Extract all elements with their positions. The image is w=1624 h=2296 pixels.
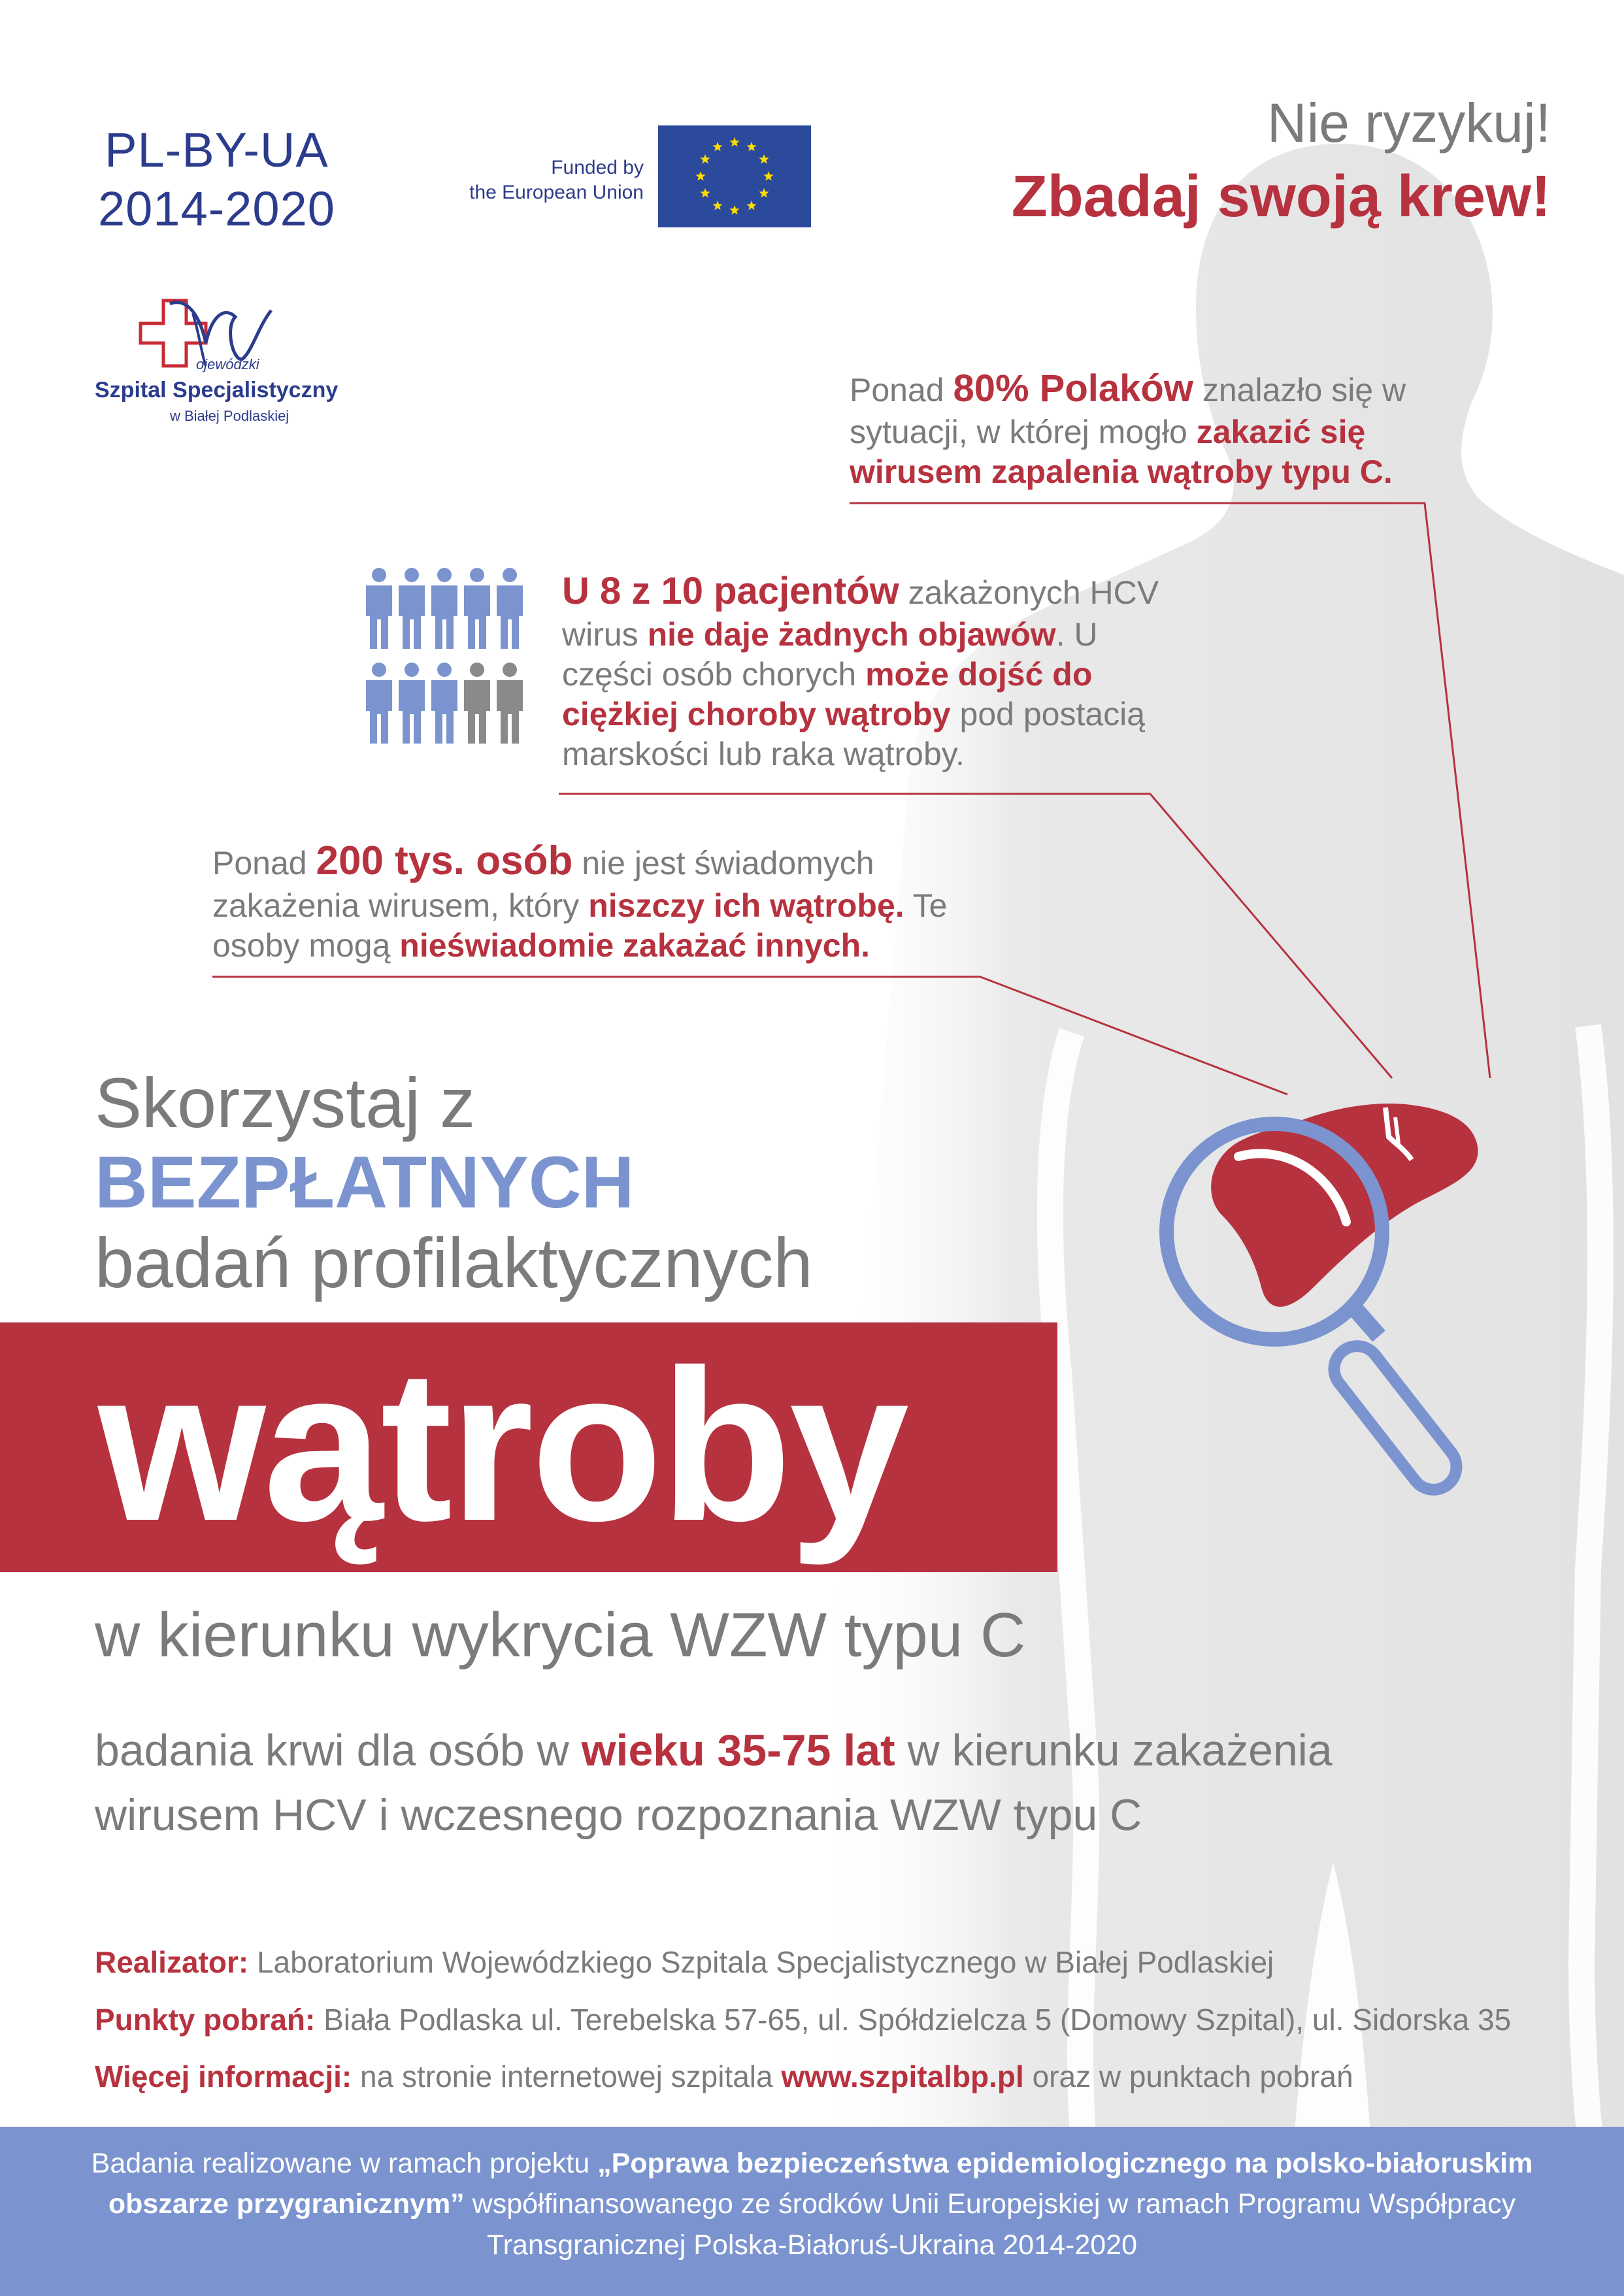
- person-icon: [431, 568, 457, 649]
- hospital-location: w Białej Podlaskiej: [170, 408, 290, 424]
- fact3-text-1: Ponad: [212, 845, 316, 881]
- exam-description: [95, 1718, 1467, 1847]
- fact3-highlight-3: nieświadomie zakażać innych.: [399, 927, 870, 964]
- fact-80-percent: [850, 366, 1451, 492]
- fact2-text-3: pod postacią marskości lub raka wątroby.: [562, 695, 1146, 772]
- funded-line-2: the European Union: [469, 181, 644, 203]
- project-title: „Poprawa bezpieczeństwa epidemiologicznego na polsko-białoruskim obszarze przygranicznym”: [108, 2148, 1533, 2220]
- fact1-highlight-2: zakazić się wirusem zapalenia wątroby typu C.: [850, 413, 1393, 490]
- info-realizator: [95, 1944, 1598, 1980]
- slogan-line-2: Zbadaj swoją krew!: [1011, 164, 1551, 229]
- fact1-text-2: znalazło się w sytuacji, w której mogło: [850, 372, 1406, 450]
- fact3-text-2: nie jest świadomych zakażenia wirusem, który: [212, 845, 874, 924]
- fact2-highlight-3: może dojść do ciężkiej choroby wątroby: [562, 655, 1093, 732]
- person-icon: [366, 568, 392, 649]
- footer-text-1: Badania realizowane w ramach projektu: [91, 2148, 598, 2179]
- desc-age-highlight: wieku 35-75 lat: [581, 1726, 895, 1775]
- website-link[interactable]: www.szpitalbp.pl: [781, 2059, 1024, 2093]
- realizator-label: Realizator:: [95, 1945, 249, 1979]
- footer-text-2: współfinansowanego ze środków Unii Europejskiej w ramach Programu Współpracy Transgranicznej Polska-Białoruś-Ukraina 2014-2020: [464, 2188, 1516, 2261]
- headline-subtitle: w kierunku wykrycia WZW typu C: [95, 1600, 1026, 1670]
- fact2-highlight-1: U 8 z 10 pacjentów: [562, 570, 899, 612]
- cta-free: BEZPŁATNYCH: [95, 1141, 635, 1223]
- footer-text: [39, 2143, 1585, 2265]
- realizator-value: Laboratorium Wojewódzkiego Szpitala Specjalistycznego w Białej Podlaskiej: [248, 1945, 1274, 1979]
- cta-exams: badań profilaktycznych: [95, 1223, 813, 1302]
- fact1-highlight-1: 80% Polaków: [953, 367, 1193, 410]
- fact1-text: Ponad: [850, 372, 953, 408]
- wiecej-label: Więcej informacji:: [95, 2059, 352, 2093]
- patients-pictogram: [363, 567, 533, 744]
- info-collection-points: [95, 2001, 1598, 2038]
- hospital-name-fragment: ojewódzki: [196, 356, 259, 372]
- hospital-name: Szpital Specjalistyczny: [95, 378, 339, 402]
- wiecej-text-1: na stronie internetowej szpitala: [352, 2059, 782, 2093]
- fact-200-thousand: [212, 836, 964, 966]
- funded-line-1: Funded by: [551, 157, 644, 178]
- headline-liver: wątroby: [98, 1324, 907, 1566]
- person-icon: [431, 663, 457, 744]
- punkty-label: Punkty pobrań:: [95, 2003, 316, 2037]
- person-icon: [366, 663, 392, 744]
- fact-8-of-10: [562, 568, 1189, 774]
- person-icon: [399, 568, 425, 649]
- fact2-text-1: zakażonych HCV wirus: [562, 574, 1159, 653]
- person-icon: [497, 663, 523, 744]
- programme-years: 2014-2020: [98, 182, 335, 237]
- desc-text-2: w kierunku zakażenia wirusem HCV i wczesnego rozpoznania WZW typu C: [95, 1726, 1333, 1840]
- desc-text-1: badania krwi dla osób w: [95, 1726, 582, 1775]
- fact2-text-2: . U części osób chorych: [562, 615, 1098, 693]
- liver-magnifier-icon: [1131, 1085, 1490, 1516]
- person-icon: [464, 663, 490, 744]
- person-icon: [497, 568, 523, 649]
- punkty-value: Biała Podlaska ul. Terebelska 57-65, ul. Spółdzielcza 5 (Domowy Szpital), ul. Sidorska 35: [315, 2003, 1512, 2037]
- info-more: [95, 2058, 1598, 2095]
- cta-intro: Skorzystaj z: [95, 1063, 476, 1142]
- person-icon: [464, 568, 490, 649]
- fact2-highlight-2: nie daje żadnych objawów: [647, 615, 1056, 653]
- fact3-highlight-2: niszczy ich wątrobę.: [588, 887, 904, 924]
- person-icon: [399, 663, 425, 744]
- programme-code: PL-BY-UA: [105, 123, 329, 177]
- fact3-highlight-1: 200 tys. osób: [316, 838, 573, 883]
- wiecej-text-2: oraz w punktach pobrań: [1023, 2059, 1353, 2093]
- slogan-line-1: Nie ryzykuj!: [1267, 92, 1551, 154]
- fact3-text-3: Te osoby mogą: [212, 887, 948, 964]
